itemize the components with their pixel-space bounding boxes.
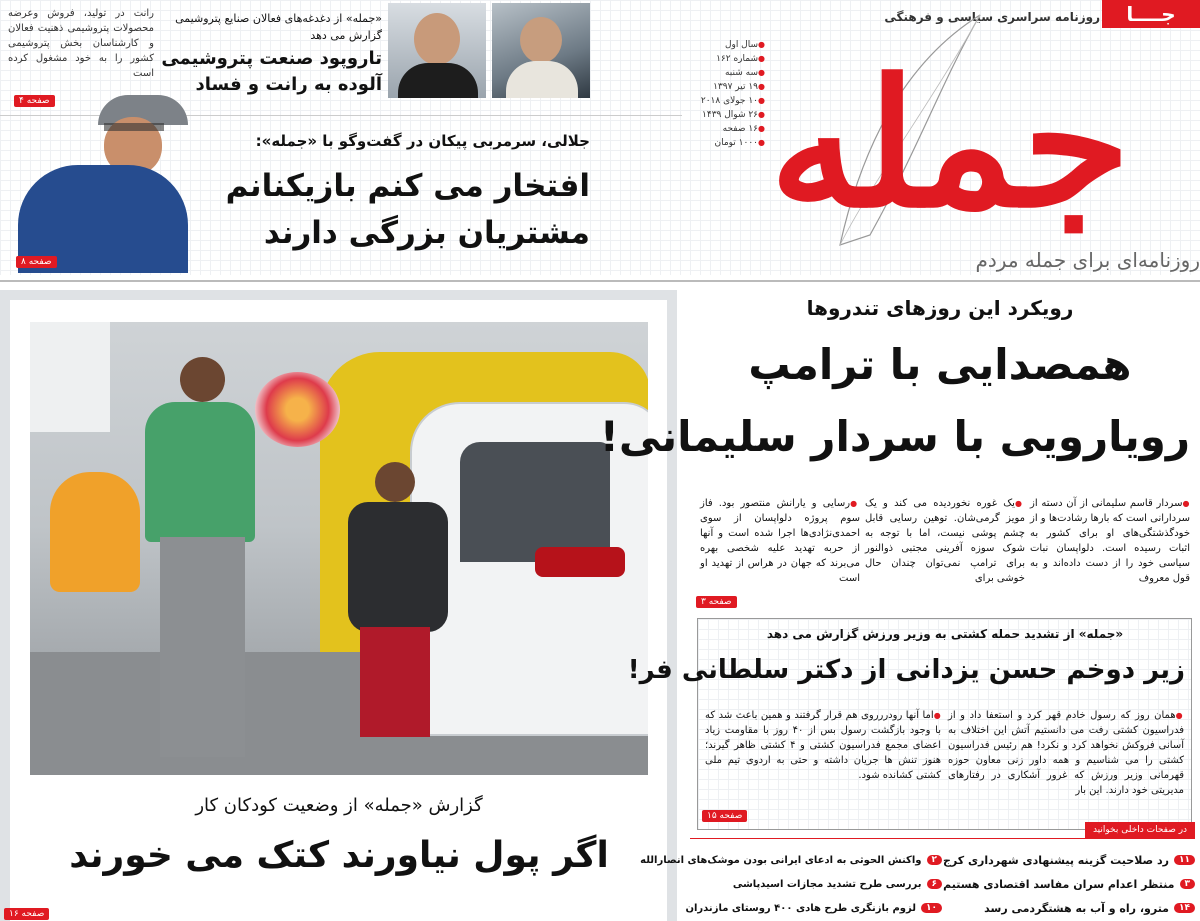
issue-line: ● سه شنبه <box>690 66 765 80</box>
issue-info <box>690 38 765 150</box>
photo-story-page-tag[interactable]: صفحه ۱۶ <box>4 908 49 920</box>
inside-link[interactable] <box>640 848 942 872</box>
issue-line: ● ۱۰ جولای ۲۰۱۸ <box>690 94 765 108</box>
issue-line: ● ۱۹ تیر ۱۳۹۷ <box>690 80 765 94</box>
inside-link-text: مترو، راه و آب به هشتگردمی رسد <box>984 901 1169 915</box>
inside-link-text: رد صلاحیت گزینه پیشنهادی شهرداری کرج <box>942 853 1169 867</box>
inside-link-text: بررسی طرح تشدید مجازات اسیدپاشی <box>732 878 922 890</box>
logo-wordmark: جمله <box>769 42 1131 247</box>
masthead-logo <box>690 5 1200 255</box>
masthead-divider <box>0 280 1200 282</box>
inside-link[interactable] <box>945 872 1195 896</box>
page-number-badge: ۳ <box>1180 879 1196 889</box>
wrestling-kicker: «جمله» از تشدید حمله کشتی به وزیر ورزش گزارش می دهد <box>766 627 1124 641</box>
issue-line: ● ۱۰۰۰ تومان <box>690 136 765 150</box>
inside-pages-title: در صفحات داخلی بخوانید <box>1092 825 1188 835</box>
page-number-badge: ۶ <box>927 879 943 889</box>
page-number-badge: ۱۴ <box>1174 903 1195 913</box>
logo-top-text: جــــا <box>1126 2 1176 26</box>
inside-link[interactable] <box>692 872 942 896</box>
page-number-badge: ۱۱ <box>1174 855 1195 865</box>
page-number-badge: ۱۰ <box>921 903 942 913</box>
petrochem-title-2: آلوده به رانت و فساد <box>195 74 382 95</box>
interview-title-2: مشتریان بزرگی دارند <box>263 215 590 251</box>
issue-line: ● سال اول <box>690 38 765 52</box>
petrochem-title-1: تاروپود صنعت پتروشیمی <box>161 48 382 69</box>
left-brief-page-tag[interactable]: صفحه ۴ <box>14 95 55 107</box>
inside-pages-right <box>942 848 1195 920</box>
interview-page-tag[interactable]: صفحه ۸ <box>16 256 57 268</box>
left-brief-text: رانت در تولید، فروش وعرضه محصولات پتروشیمی ذهنیت فعالان و کارشناسان بخش پتروشیمی کشور را به خود مشغول کرده است <box>8 8 154 79</box>
main-story-page-tag[interactable]: صفحه ۳ <box>696 596 737 608</box>
inside-link-text: لزوم بازنگری طرح هادی ۴۰۰ روستای مازندران <box>685 902 916 914</box>
inside-link-text: منتظر اعدام سران مفاسد اقتصادی هستیم <box>943 877 1175 891</box>
photo-story-kicker: گزارش «جمله» از وضعیت کودکان کار <box>195 795 483 816</box>
interview-kicker: جلالی، سرمربی پیکان در گفت‌وگو با «جمله»: <box>255 132 590 150</box>
inside-pages-left <box>640 848 942 920</box>
main-story-kicker: رویکرد این روزهای تندروها <box>806 296 1074 320</box>
wrestling-title: زیر دوخم حسن یزدانی از دکتر سلطانی فر! <box>627 655 1185 685</box>
main-story-col-1: ● سردار قاسم سلیمانی از آن دسته از سردارانی است که بارها رشادت‌ها و از خودگذشتگی‌های او برای کشور به اثبات رسیده است. دلواپسان نبات سیاسی خود را از دست داده‌اند و به قول معروف <box>1030 496 1190 586</box>
issue-line: ● ۲۶ شوال ۱۴۳۹ <box>690 108 765 122</box>
inside-link-text: واکنش الحوثی به ادعای ایرانی بودن موشک‌های انصارالله <box>640 854 922 866</box>
petrochem-photo-1 <box>492 3 590 98</box>
photo-story-title: اگر پول نیاورند کتک می خورند <box>69 835 609 876</box>
inside-pages-header <box>1085 822 1195 838</box>
issue-line: ● شماره ۱۶۲ <box>690 52 765 66</box>
inside-link[interactable] <box>945 896 1195 920</box>
issue-line: ● ۱۶ صفحه <box>690 122 765 136</box>
wrestling-page-tag[interactable]: صفحه ۱۵ <box>702 810 747 822</box>
inside-link[interactable] <box>942 848 1195 872</box>
page-number-badge: ۲ <box>927 855 943 865</box>
coach-photo <box>8 95 188 273</box>
petrochem-photo-2 <box>388 3 486 98</box>
inside-pages-rule <box>690 838 1195 839</box>
inside-link[interactable] <box>685 896 942 920</box>
petrochem-kicker: «جمله» از دغدغه‌های فعالان صنایع پتروشیمی گزارش می دهد <box>175 12 382 42</box>
wrestling-col-2: ● اما آنها رودررروی هم قرار گرفتند و همین باعث شد که با وجود بازگشت رسول بس از ۴۰ روز با مقاومت زیاد اعضای مجمع فدراسیون کشتی و ۴ کشتی ظاهر گیرند؛ هنوز تنش ها جریان داشته و حتی به اردوی تیم ملی کشتی کشانده شود. <box>705 708 941 783</box>
wrestling-col-1: ● همان روز که رسول خادم قهر کرد و استعفا داد و از فدراسیون کشتی رفت می دانستیم آتش این اختلاف به آسانی فروکش نخواهد کرد و نکرد! هم رئیس فدراسیون کشتی را می شناسیم و همه داور زنی معاون حوزه قهرمانی وزیر ورزش که غرور آشکاری در رفتارهای مدیریتی خود دارند. این بار <box>948 708 1184 798</box>
main-story-title-1: همصدایی با ترامپ <box>748 340 1132 389</box>
child-labor-photo <box>30 322 648 775</box>
main-story-col-3: ● رسایی و یارانش منتصور بود. فاز سوم پروژه دلواپسان از سوی احمدی‌نژادی‌ها اجرا شده است و آنها از حربه تهدید علیه شخصی بهره می‌برند که جهان در هراس از تهدید او است <box>700 496 860 586</box>
main-story-col-2: ● یک غوره نخوردیده می کند و یک مویز گرمی‌شان. توهین رسایی قابل چشم پوشی نیست، اما با توجه به شوک سوزه آفرینی مجتبی ذوالنور برای ترامپ نمی‌توان چندان حال خوشی برای <box>865 496 1025 586</box>
masthead-subtitle: روزنامه سراسری سیاسی و فرهنگی <box>884 10 1100 24</box>
interview-title-1: افتخار می کنم بازیکنانم <box>225 168 590 204</box>
masthead-slogan: روزنامه‌ای برای جمله مردم <box>975 248 1200 272</box>
main-story-title-2: رویارویی با سردار سلیمانی! <box>599 412 1190 461</box>
